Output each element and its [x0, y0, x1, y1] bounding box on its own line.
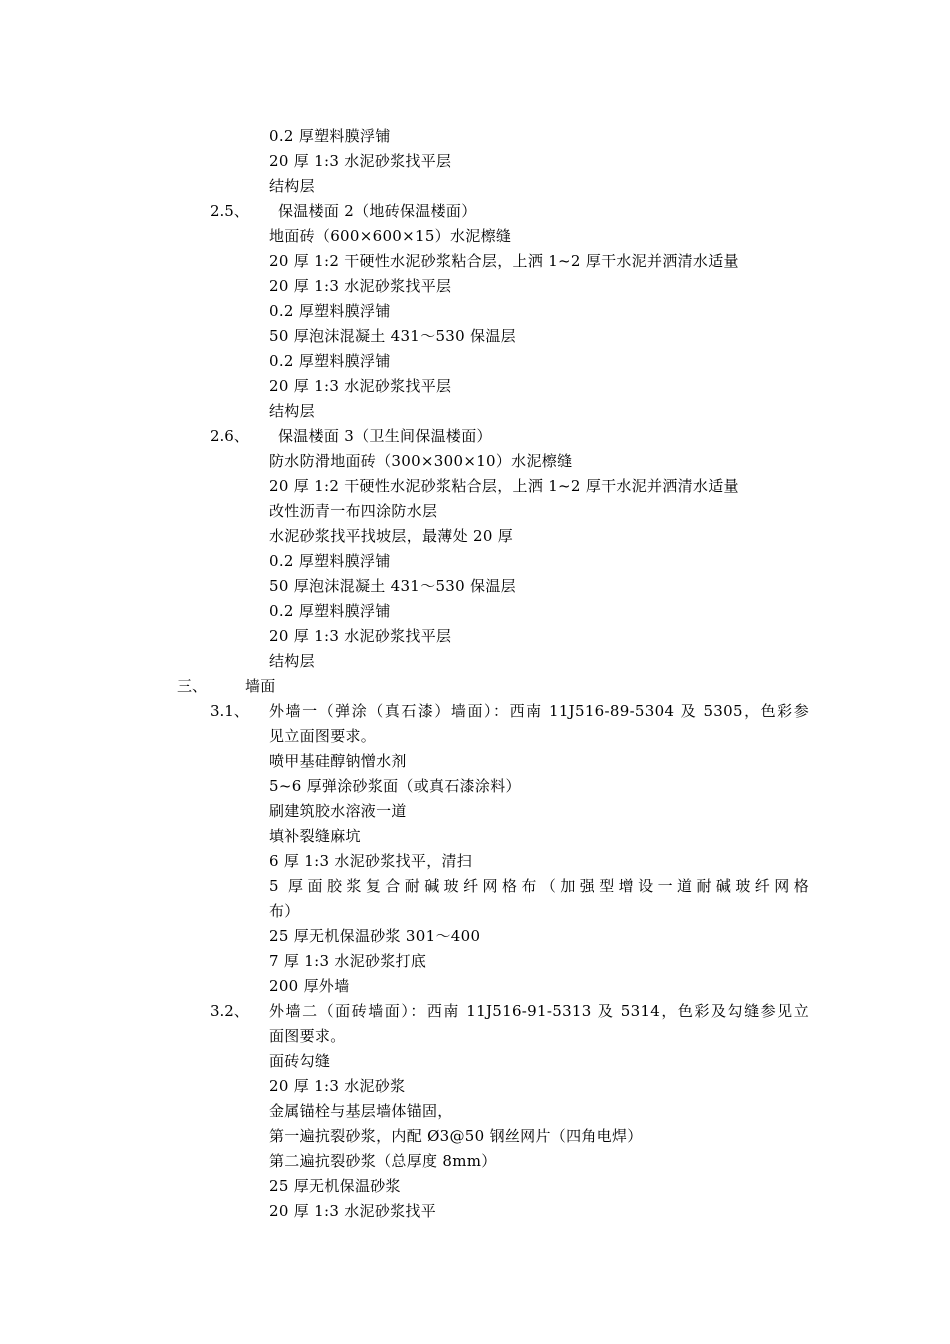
line-text: 20 厚 1:3 水泥砂浆找平层 — [269, 627, 452, 645]
section-title: 保温楼面 3（卫生间保温楼面） — [278, 427, 492, 445]
text-line — [0, 649, 950, 674]
section-number: 3.1、 — [210, 702, 249, 720]
line-text: 5~6 厚弹涂砂浆面（或真石漆涂料） — [269, 777, 521, 795]
text-line — [0, 974, 950, 999]
text-line — [0, 874, 950, 899]
line-text: 20 厚 1:3 水泥砂浆找平层 — [269, 277, 452, 295]
text-line — [0, 224, 950, 249]
text-line — [0, 599, 950, 624]
text-line — [0, 574, 950, 599]
text-line — [0, 549, 950, 574]
text-line — [0, 624, 950, 649]
line-text: 金属锚栓与基层墙体锚固， — [269, 1102, 453, 1120]
text-line — [0, 924, 950, 949]
line-text: 7 厚 1:3 水泥砂浆打底 — [269, 952, 427, 970]
text-line — [0, 1124, 950, 1149]
line-text: 20 厚 1:3 水泥砂浆 — [269, 1077, 406, 1095]
section-title: 外墙一（弹涂（真石漆）墙面）：西南 11J516-89-5304 及 5305，色彩参 — [269, 702, 809, 720]
line-text: 见立面图要求。 — [269, 727, 377, 745]
text-line — [0, 474, 950, 499]
text-line — [0, 349, 950, 374]
text-line — [0, 899, 950, 924]
line-text: 第一遍抗裂砂浆，内配 Ø3@50 钢丝网片（四角电焊） — [269, 1127, 643, 1145]
line-text: 20 厚 1:3 水泥砂浆找平层 — [269, 152, 452, 170]
line-text: 50 厚泡沫混凝土 431～530 保温层 — [269, 577, 516, 595]
text-line — [0, 1099, 950, 1124]
section-number: 2.6、 — [210, 427, 249, 445]
text-line — [0, 174, 950, 199]
line-text: 布） — [269, 902, 300, 920]
line-text: 面图要求。 — [269, 1027, 346, 1045]
text-line — [0, 1149, 950, 1174]
chapter-title: 墙面 — [245, 677, 276, 695]
text-line — [0, 799, 950, 824]
section-heading — [0, 999, 950, 1024]
text-line — [0, 499, 950, 524]
chapter-heading — [0, 674, 950, 699]
text-line — [0, 1074, 950, 1099]
chapter-number: 三、 — [177, 677, 208, 695]
section-heading — [0, 424, 950, 449]
text-line — [0, 774, 950, 799]
line-text: 结构层 — [269, 652, 315, 670]
line-text: 25 厚无机保温砂浆 301～400 — [269, 927, 481, 945]
line-text: 200 厚外墙 — [269, 977, 350, 995]
line-text: 20 厚 1:3 水泥砂浆找平层 — [269, 377, 452, 395]
line-text: 6 厚 1:3 水泥砂浆找平，清扫 — [269, 852, 473, 870]
text-line — [0, 1049, 950, 1074]
line-text: 结构层 — [269, 177, 315, 195]
line-text: 填补裂缝麻坑 — [269, 827, 361, 845]
line-text: 防水防滑地面砖（300×300×10）水泥檫缝 — [269, 452, 573, 470]
section-title: 外墙二（面砖墙面）：西南 11J516-91-5313 及 5314，色彩及勾缝参见立 — [269, 1002, 809, 1020]
line-text: 结构层 — [269, 402, 315, 420]
text-line — [0, 124, 950, 149]
text-line — [0, 299, 950, 324]
line-text: 5 厚面胶浆复合耐碱玻纤网格布（加强型增设一道耐碱玻纤网格 — [269, 877, 809, 895]
line-text: 改性沥青一布四涂防水层 — [269, 502, 438, 520]
line-text: 水泥砂浆找平找坡层，最薄处 20 厚 — [269, 527, 514, 545]
line-text: 25 厚无机保温砂浆 — [269, 1177, 401, 1195]
text-line — [0, 1024, 950, 1049]
section-number: 3.2、 — [210, 1002, 249, 1020]
text-line — [0, 524, 950, 549]
line-text: 20 厚 1:2 干硬性水泥砂浆粘合层，上洒 1~2 厚干水泥并洒清水适量 — [269, 477, 739, 495]
text-line — [0, 399, 950, 424]
line-text: 刷建筑胶水溶液一道 — [269, 802, 407, 820]
text-line — [0, 949, 950, 974]
line-text: 第二遍抗裂砂浆（总厚度 8mm） — [269, 1152, 497, 1170]
line-text: 地面砖（600×600×15）水泥檫缝 — [269, 227, 512, 245]
text-line — [0, 724, 950, 749]
text-line — [0, 149, 950, 174]
line-text: 喷甲基硅醇钠憎水剂 — [269, 752, 407, 770]
section-number: 2.5、 — [210, 202, 249, 220]
text-line — [0, 324, 950, 349]
section-heading — [0, 699, 950, 724]
line-text: 20 厚 1:3 水泥砂浆找平 — [269, 1202, 437, 1220]
line-text: 50 厚泡沫混凝土 431～530 保温层 — [269, 327, 516, 345]
section-heading — [0, 199, 950, 224]
line-text: 0.2 厚塑料膜浮铺 — [269, 127, 391, 145]
line-text: 0.2 厚塑料膜浮铺 — [269, 302, 391, 320]
line-text: 0.2 厚塑料膜浮铺 — [269, 352, 391, 370]
line-text: 面砖勾缝 — [269, 1052, 331, 1070]
text-line — [0, 374, 950, 399]
line-text: 20 厚 1:2 干硬性水泥砂浆粘合层，上洒 1~2 厚干水泥并洒清水适量 — [269, 252, 739, 270]
text-line — [0, 824, 950, 849]
line-text: 0.2 厚塑料膜浮铺 — [269, 602, 391, 620]
text-line — [0, 449, 950, 474]
text-line — [0, 274, 950, 299]
text-line — [0, 1199, 950, 1224]
section-title: 保温楼面 2（地砖保温楼面） — [278, 202, 477, 220]
text-line — [0, 249, 950, 274]
text-line — [0, 1174, 950, 1199]
line-text: 0.2 厚塑料膜浮铺 — [269, 552, 391, 570]
text-line — [0, 849, 950, 874]
text-line — [0, 749, 950, 774]
